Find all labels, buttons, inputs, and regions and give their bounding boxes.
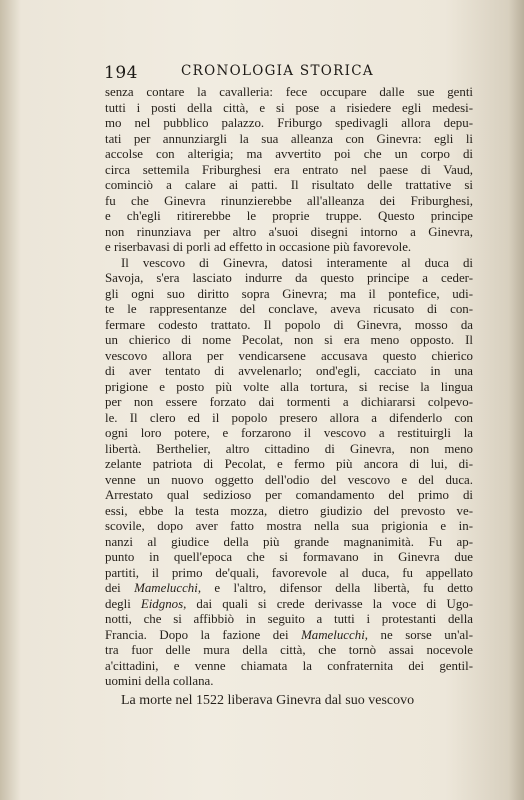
text-line: gli ogni suo diritto sopra Ginevra; ma il pontefice, udi-: [105, 286, 473, 301]
text-line: fu che Ginevra rinunzierebbe all'alleanza dei Friburghesi,: [105, 193, 473, 208]
text-line: degli Eidgnos, dai quali si crede derivasse la voce di Ugo-: [105, 596, 474, 611]
text-line: zelante patriota di Pecolat, e fermo più ancora di lui, di-: [105, 457, 473, 471]
text-line: partiti, il primo de'quali, favorevole al duca, fu appellato: [105, 565, 473, 580]
text-line: senza contare la cavalleria: fece occupare dalle sue genti: [105, 85, 473, 99]
text-line: Arrestato qual sedizioso per comandamento del primo di: [105, 488, 473, 502]
text-line: e riserbavasi di porli ad effetto in occasione più favorevole.: [105, 240, 412, 254]
text-line: vescovo allora per vendicarsene accusava questo chierico: [105, 348, 473, 363]
text-line: te le rappresentanze del conclave, aveva ricusato di con-: [105, 302, 473, 316]
italic-term: Eidgnos: [140, 596, 184, 611]
text-line: uomini della collana.: [105, 674, 214, 688]
body-text: [105, 85, 473, 708]
text-line: Savoja, s'era lasciato indurre da questo principe a ceder-: [105, 271, 473, 285]
text-line: libertà. Berthelier, altro cittadino di Ginevra, non meno: [105, 441, 473, 456]
text-line: non rinunziava per altro a'suoi disegni intorno a Ginevra,: [105, 224, 473, 239]
paragraph-start-line: La morte nel 1522 liberava Ginevra dal suo vescovo: [121, 692, 415, 708]
text-line: accolse con alterigia; ma avvertito poi che un corpo di: [105, 147, 473, 161]
paragraph-start-line: Il vescovo di Ginevra, datosi interamente al duca di: [121, 255, 473, 270]
text-line: dei Mamelucchi, e l'altro, difensor della libertà, fu detto: [105, 581, 473, 595]
running-title: CRONOLOGIA STORICA: [181, 63, 374, 79]
text-line: punto in quell'epoca che si formavano in Ginevra due: [105, 550, 473, 564]
italic-term: Mamelucchi: [301, 627, 365, 642]
text-line: prigione e posto più volte alla tortura, si recise la lingua: [105, 379, 473, 394]
italic-term: Mamelucchi: [134, 581, 198, 595]
text-line: di aver tentato di avvelenarlo; ond'egli, cacciato in una: [105, 364, 473, 378]
text-line: un chierico di nome Pecolat, non si era meno opposto. Il: [105, 333, 473, 347]
text-line: cominciò a calare ai patti. Il risultato delle trattative si: [105, 178, 473, 192]
text-line: fermare codesto trattato. Il popolo di Ginevra, mosso da: [105, 317, 473, 332]
text-line: mo nel pubblico palazzo. Friburgo spedivagli allora depu-: [105, 116, 473, 130]
text-line: per non essere forzato dai tormenti a dichiararsi colpevo-: [105, 395, 473, 409]
text-line: e ch'egli ritirerebbe le proprie truppe. Questo principe: [105, 209, 473, 223]
text-line: tutti i posti della città, e si pose a risiedere egli medesi-: [105, 100, 473, 115]
text-line: essi, ebbe la testa mozza, dietro giudizio del prevosto ve-: [105, 503, 473, 518]
text-line: circa settemila Friburghesi era entrato nel paese di Vaud,: [105, 162, 473, 177]
text-line: tati per annunziargli la sua alleanza con Ginevra: egli li: [105, 131, 473, 146]
text-line: le. Il clero ed il popolo presero allora a difenderlo con: [105, 410, 473, 425]
page-number: 194: [104, 63, 138, 83]
text-line: a'cittadini, e venne chiamata la confraternita dei gentil-: [105, 658, 473, 673]
text-line: tra fuor delle mura della città, che tornò assai nocevole: [105, 643, 473, 657]
text-line: Francia. Dopo la fazione dei Mamelucchi, ne sorse un'al-: [105, 627, 474, 642]
text-line: nanzi al giudice della più grande magnanimità. Fu ap-: [105, 534, 473, 549]
text-line: ogni loro potere, e forzarono il vescovo a restituirgli la: [105, 426, 473, 440]
text-line: notti, che si affibbiò in seguito a tutti i protestanti della: [105, 612, 473, 626]
text-line: venne un nuovo oggetto dell'odio del vescovo e del duca.: [105, 472, 473, 487]
text-line: scovile, dopo aver fatto mostra nella sua prigionia e in-: [105, 519, 473, 533]
